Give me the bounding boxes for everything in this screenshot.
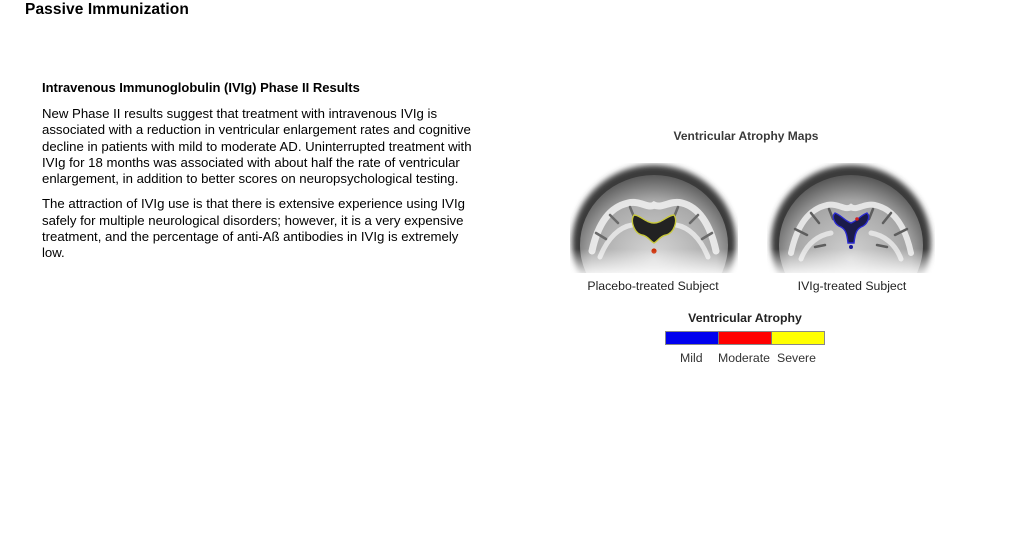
legend-label-severe: Severe: [777, 351, 816, 365]
results-section: [42, 80, 474, 271]
legend-swatch-mild: [666, 332, 718, 344]
legend-label-moderate: Moderate: [718, 351, 770, 365]
legend-swatch-severe: [771, 332, 824, 344]
caption-placebo: Placebo-treated Subject: [587, 279, 719, 293]
ventricular-atrophy-figure: [565, 128, 937, 373]
placebo-brain-scan-image: [570, 163, 738, 273]
legend-label-mild: Mild: [680, 351, 703, 365]
legend-swatch-moderate: [718, 332, 771, 344]
ivig-brain-scan-image: [767, 163, 935, 273]
legend-title: Ventricular Atrophy: [688, 311, 802, 325]
paragraph-results: New Phase II results suggest that treatment with intravenous IVIg is associated with a reduction in ventricular enlargement rates and cognitive decline in patients with mild to moderate AD. Uninterrupted treatment with IVIg for 18 months was associated with about half the rate of ventricular enlargement, in addition to better scores on neuropsychological testing.: [42, 106, 472, 187]
paragraph-attraction: The attraction of IVIg use is that there is extensive experience using IVIg safely for multiple neurological disorders; however, it is a very expensive treatment, and the percentage of anti-Aß antibodies in IVIg is extremely low.: [42, 196, 465, 261]
section-heading: Intravenous Immunoglobulin (IVIg) Phase II Results: [42, 80, 360, 95]
caption-ivig: IVIg-treated Subject: [797, 279, 907, 293]
figure-title: Ventricular Atrophy Maps: [673, 129, 819, 143]
page-title: Passive Immunization: [25, 1, 189, 18]
atrophy-color-scale: [665, 331, 825, 345]
